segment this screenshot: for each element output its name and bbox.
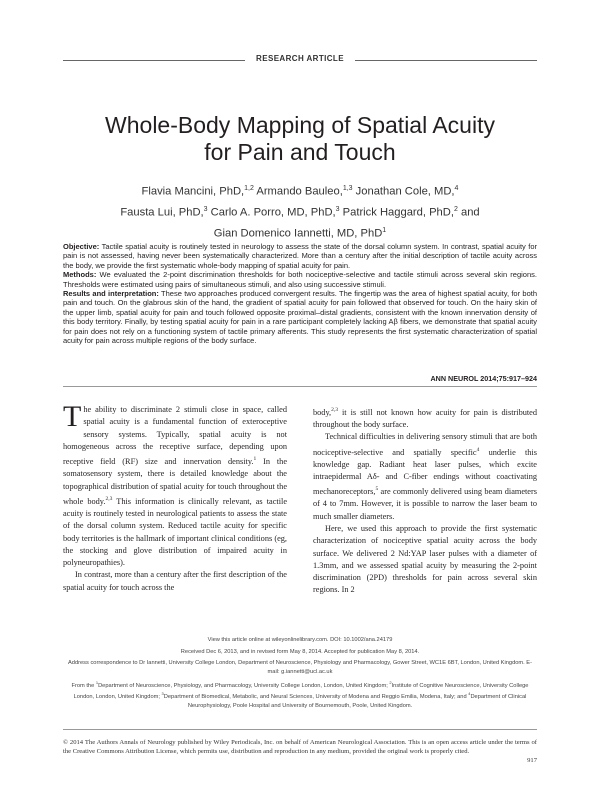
body-paragraph: Here, we used this approach to provide the first systematic characterization of nociceptive spatial acuity across the body surface. We delivered 2 Nd:YAP laser pulses with a diameter of 1.3mm, and we assessed spatial acuity by measuring the 2-point discrimination (2PD) thresholds for pain across several skin regions. In 2 [313,523,537,595]
license-notice: © 2014 The Authors Annals of Neurology published by Wiley Periodicals, Inc. on behalf of American Neurological Association. This is an open access article under the terms of the Creative Commons Attribution License, which permits use, distribution and reproduction in any medium, provided the original work is properly cited. [63,739,537,755]
abstract-results: Results and interpretation: These two approaches produced convergent results. The fingertip was the area of highest spatial acuity, for both pain and touch. On the glabrous skin of the hand, the gradient of spatial acuity for pain followed that observed for touch. On the hairy skin of the upper limb, spatial acuity for pain and touch followed opposite proximal–distal gradients, consistent with the known innervation density of this body territory. Finally, by testing spatial acuity for pain in a rare participant completely lacking Aβ fibers, we demonstrate that spatial acuity for pain does not rely on a functioning system of tactile primary afferents. This study represents the first systematic characterization of spatial acuity for pain across multiple regions of the body surface. [63,289,537,346]
drop-cap: T [63,400,82,433]
section-label: RESEARCH ARTICLE [256,54,344,63]
body-column-left [63,400,288,594]
received-dates: Received Dec 6, 2013, and in revised form May 8, 2014. Accepted for publication May 8, 2014. [180,648,420,655]
header-rule-left [63,60,245,61]
title-line-2: for Pain and Touch [204,139,396,165]
abstract-divider [63,386,537,387]
journal-citation: ANN NEUROL 2014;75:917–924 [430,374,537,383]
author-line-2: Fausta Lui, PhD,$^3$ Carlo A. Porro, MD, PhD,$^3$ Patrick Haggard, PhD,$^2$ and [120,206,480,219]
body-paragraph: The ability to discriminate 2 stimuli close in space, called spatial acuity is a fundamental function of exteroceptive sensory systems. Typically, spatial acuity is not homogeneous across the receptive surface, depending upon receptive field (RF) size and innervation density.$^1$ In the somatosensory system, there is detailed knowledge about the topographical distribution of spatial acuity for touch throughout the whole body.$^{2,3}$ This information is clinically relevant, as tactile acuity is routinely tested in neurological patients to assess the state of the dorsal column system. Reduced tactile acuity for specific body territories is the hallmark of important clinical conditions (eg, the stocking and glove distribution of impaired acuity in polyneuropathies). [63,400,288,568]
article-title [40,112,560,166]
article-footer-info [63,636,537,713]
body-paragraph: Technical difficulties in delivering sensory stimuli that are both nociceptive-selective and spatially specific$^4$ underlie this knowledge gap. Radiant heat laser pulses, which excite intraepidermal Aδ- and C-fiber endings without coactivating mechanoreceptors,$^5$ are commonly delivered using beam diameters of 4 to 7mm. However, it is possible to narrow the laser beam to much smaller diameters. [313,432,537,521]
page-number: 917 [527,757,537,764]
body-paragraph: In contrast, more than a century after the first description of the spatial acuity for touch across the [63,570,287,592]
author-list [70,180,530,244]
correspondence-address: Address correspondence to Dr Iannetti, University College London, Department of Neuroscience, Physiology and Pharmacology, Gower Street, WC1E 6BT, London, United Kingdom. E-mail: g.iannetti@ucl.ac.uk [68,660,532,675]
affiliations: From the $^1$Department of Neuroscience, Physiology, and Pharmacology, University College London, London, United Kingdom; $^2$Institute of Cognitive Neuroscience, University College London, London, United Kingdom; $^3$Department of Biomedical, Metabolic, and Neural Sciences, University of Modena and Reggio Emilia, Modena, Italy; and $^4$Department of Clinical Neurophysiology, Poole Hospital and University of Bournemouth, Poole, United Kingdom. [71,680,529,709]
body-column-right [313,404,537,597]
author-line-1: Flavia Mancini, PhD,$^{1,2}$ Armando Bauleo,$^{1,3}$ Jonathan Cole, MD,$^4$ [141,185,459,198]
abstract [63,242,537,345]
online-link-text: View this article online at wileyonlinelibrary.com. DOI: 10.1002/ana.24179 [207,637,393,643]
body-paragraph: body,$^{2,3}$ it is still not known how acuity for pain is distributed throughout the body surface. [313,407,537,430]
abstract-methods: Methods: We evaluated the 2-point discrimination thresholds for both nociceptive-selective and tactile stimuli across several skin regions. Thresholds were estimated using pairs of simultaneous stimuli, and also using successive stimuli. [63,270,537,289]
abstract-objective: Objective: Tactile spatial acuity is routinely tested in neurology to assess the state of the dorsal column system. In contrast, spatial acuity for pain is not assessed, having never been systematically characterized. More than a century after the initial description of tactile acuity across the body, we provide the first systematic whole-body mapping of spatial acuity for pain. [63,242,537,270]
header-rule-right [355,60,537,61]
author-line-3: Gian Domenico Iannetti, MD, PhD$^1$ [213,227,387,241]
footer-divider [63,729,537,730]
title-line-1: Whole-Body Mapping of Spatial Acuity [105,112,495,138]
